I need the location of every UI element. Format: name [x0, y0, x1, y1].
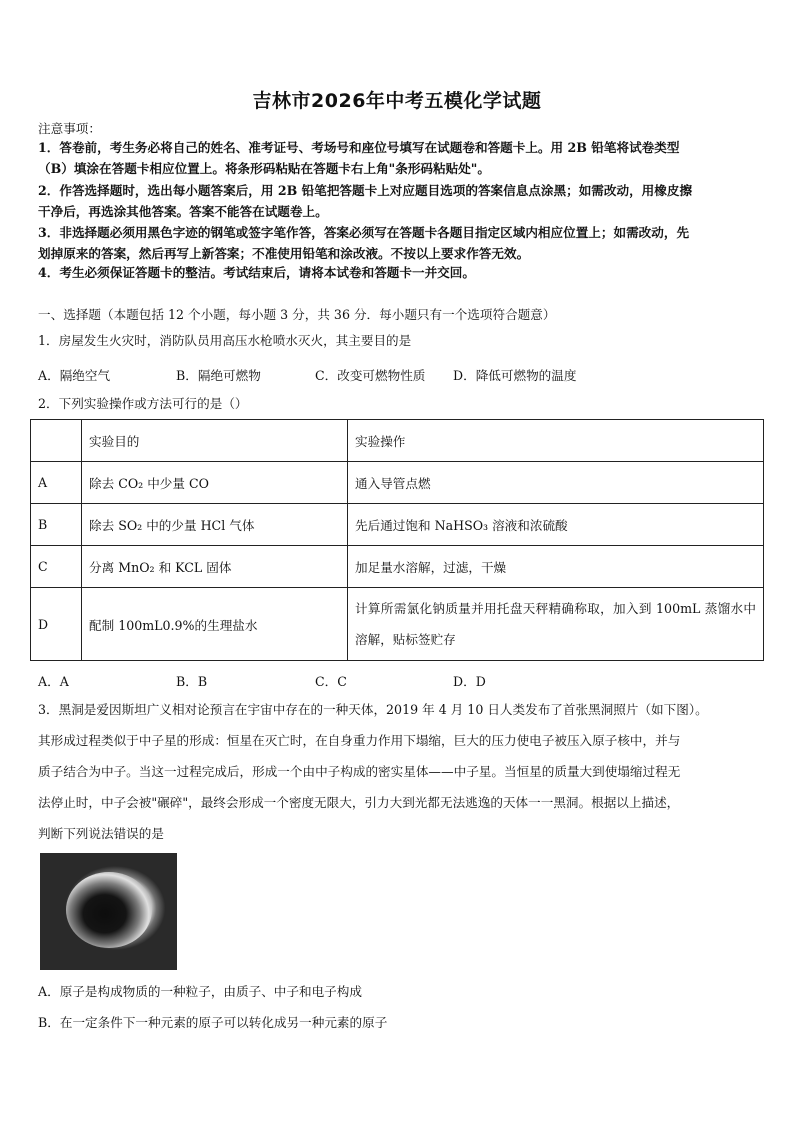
table-row	[31, 462, 764, 504]
q2-option-a: A．A	[38, 674, 69, 689]
question-1-stem: 1．房屋发生火灾时，消防队员用高压水枪喷水灭火，其主要目的是	[38, 333, 412, 348]
notice-line: 4．考生必须保证答题卡的整洁。考试结束后，请将本试卷和答题卡一并交回。	[38, 265, 475, 280]
q2-option-d: D．D	[453, 674, 486, 689]
q2-option-b: B．B	[176, 674, 208, 689]
q3-option-a: A．原子是构成物质的一种粒子，由质子、中子和电子构成	[38, 984, 362, 999]
notice-line: 2．作答选择题时，选出每小题答案后，用 2B 铅笔把答题卡上对应题目选项的答案信息点涂黑；如需改动，用橡皮擦	[38, 183, 693, 198]
q1-option-c: C．改变可燃物性质	[315, 368, 426, 383]
q1-option-d: D．降低可燃物的温度	[453, 368, 577, 383]
q1-option-a: A．隔绝空气	[38, 368, 111, 383]
q1-option-b: B．隔绝可燃物	[176, 368, 261, 383]
page-title: 吉林市2026年中考五模化学试题	[252, 90, 542, 112]
notice-heading: 注意事项：	[38, 121, 101, 136]
table-cell: 计算所需氯化钠质量并用托盘天秤精确称取，加入到 100mL 蒸馏水中溶解，贴标签贮存	[348, 588, 764, 661]
table-cell: 加足量水溶解，过滤，干燥	[348, 546, 764, 588]
table-header-row	[31, 420, 764, 462]
table-header-cell: 实验操作	[348, 420, 764, 462]
notice-line: 干净后，再选涂其他答案。答案不能答在试题卷上。	[38, 204, 328, 219]
table-header-cell: 实验目的	[82, 420, 348, 462]
table-row	[31, 546, 764, 588]
table-row	[31, 588, 764, 661]
table-row	[31, 504, 764, 546]
black-hole-image	[40, 853, 177, 970]
notice-line: 划掉原来的答案，然后再写上新答案；不准使用铅笔和涂改液。不按以上要求作答无效。	[38, 246, 530, 261]
experiment-table	[30, 419, 764, 661]
table-cell: 通入导管点燃	[348, 462, 764, 504]
question-3-line: 法停止时，中子会被"碾碎"，最终会形成一个密度无限大，引力大到光都无法逃逸的天体一一黑洞。根据以上描述，	[38, 795, 680, 810]
table-cell: C	[31, 546, 82, 588]
table-cell: A	[31, 462, 82, 504]
table-cell: 先后通过饱和 NaHSO₃ 溶液和浓硫酸	[348, 504, 764, 546]
table-cell: 分离 MnO₂ 和 KCL 固体	[82, 546, 348, 588]
q2-option-c: C．C	[315, 674, 347, 689]
table-cell: B	[31, 504, 82, 546]
notice-line: 3．非选择题必须用黑色字迹的钢笔或签字笔作答，答案必须写在答题卡各题目指定区域内相应位置上；如需改动，先	[38, 225, 690, 240]
notice-line: （B）填涂在答题卡相应位置上。将条形码粘贴在答题卡右上角"条形码粘贴处"。	[38, 161, 490, 176]
table-cell: D	[31, 588, 82, 661]
question-3-line: 其形成过程类似于中子星的形成：恒星在灭亡时，在自身重力作用下塌缩，巨大的压力使电子被压入原子核中，并与	[38, 733, 681, 748]
question-3-line: 判断下列说法错误的是	[38, 826, 164, 841]
section-heading: 一、选择题（本题包括 12 个小题，每小题 3 分，共 36 分．每小题只有一个选项符合题意）	[38, 307, 556, 322]
black-hole-ring	[66, 872, 152, 948]
question-3-line: 质子结合为中子。当这一过程完成后，形成一个由中子构成的密实星体——中子星。当恒星的质量大到使塌缩过程无	[38, 764, 681, 779]
table-header-cell	[31, 420, 82, 462]
question-2-stem: 2．下列实验操作或方法可行的是（）	[38, 396, 248, 411]
notice-line: 1．答卷前，考生务必将自己的姓名、准考证号、考场号和座位号填写在试题卷和答题卡上。用 2B 铅笔将试卷类型	[38, 140, 680, 155]
table-cell: 除去 CO₂ 中少量 CO	[82, 462, 348, 504]
table-cell: 配制 100mL0.9%的生理盐水	[82, 588, 348, 661]
question-3-line: 3．黑洞是爱因斯坦广义相对论预言在宇宙中存在的一种天体，2019 年 4 月 10 日人类发布了首张黑洞照片（如下图）。	[38, 702, 708, 717]
table-cell: 除去 SO₂ 中的少量 HCl 气体	[82, 504, 348, 546]
q3-option-b: B．在一定条件下一种元素的原子可以转化成另一种元素的原子	[38, 1015, 388, 1030]
